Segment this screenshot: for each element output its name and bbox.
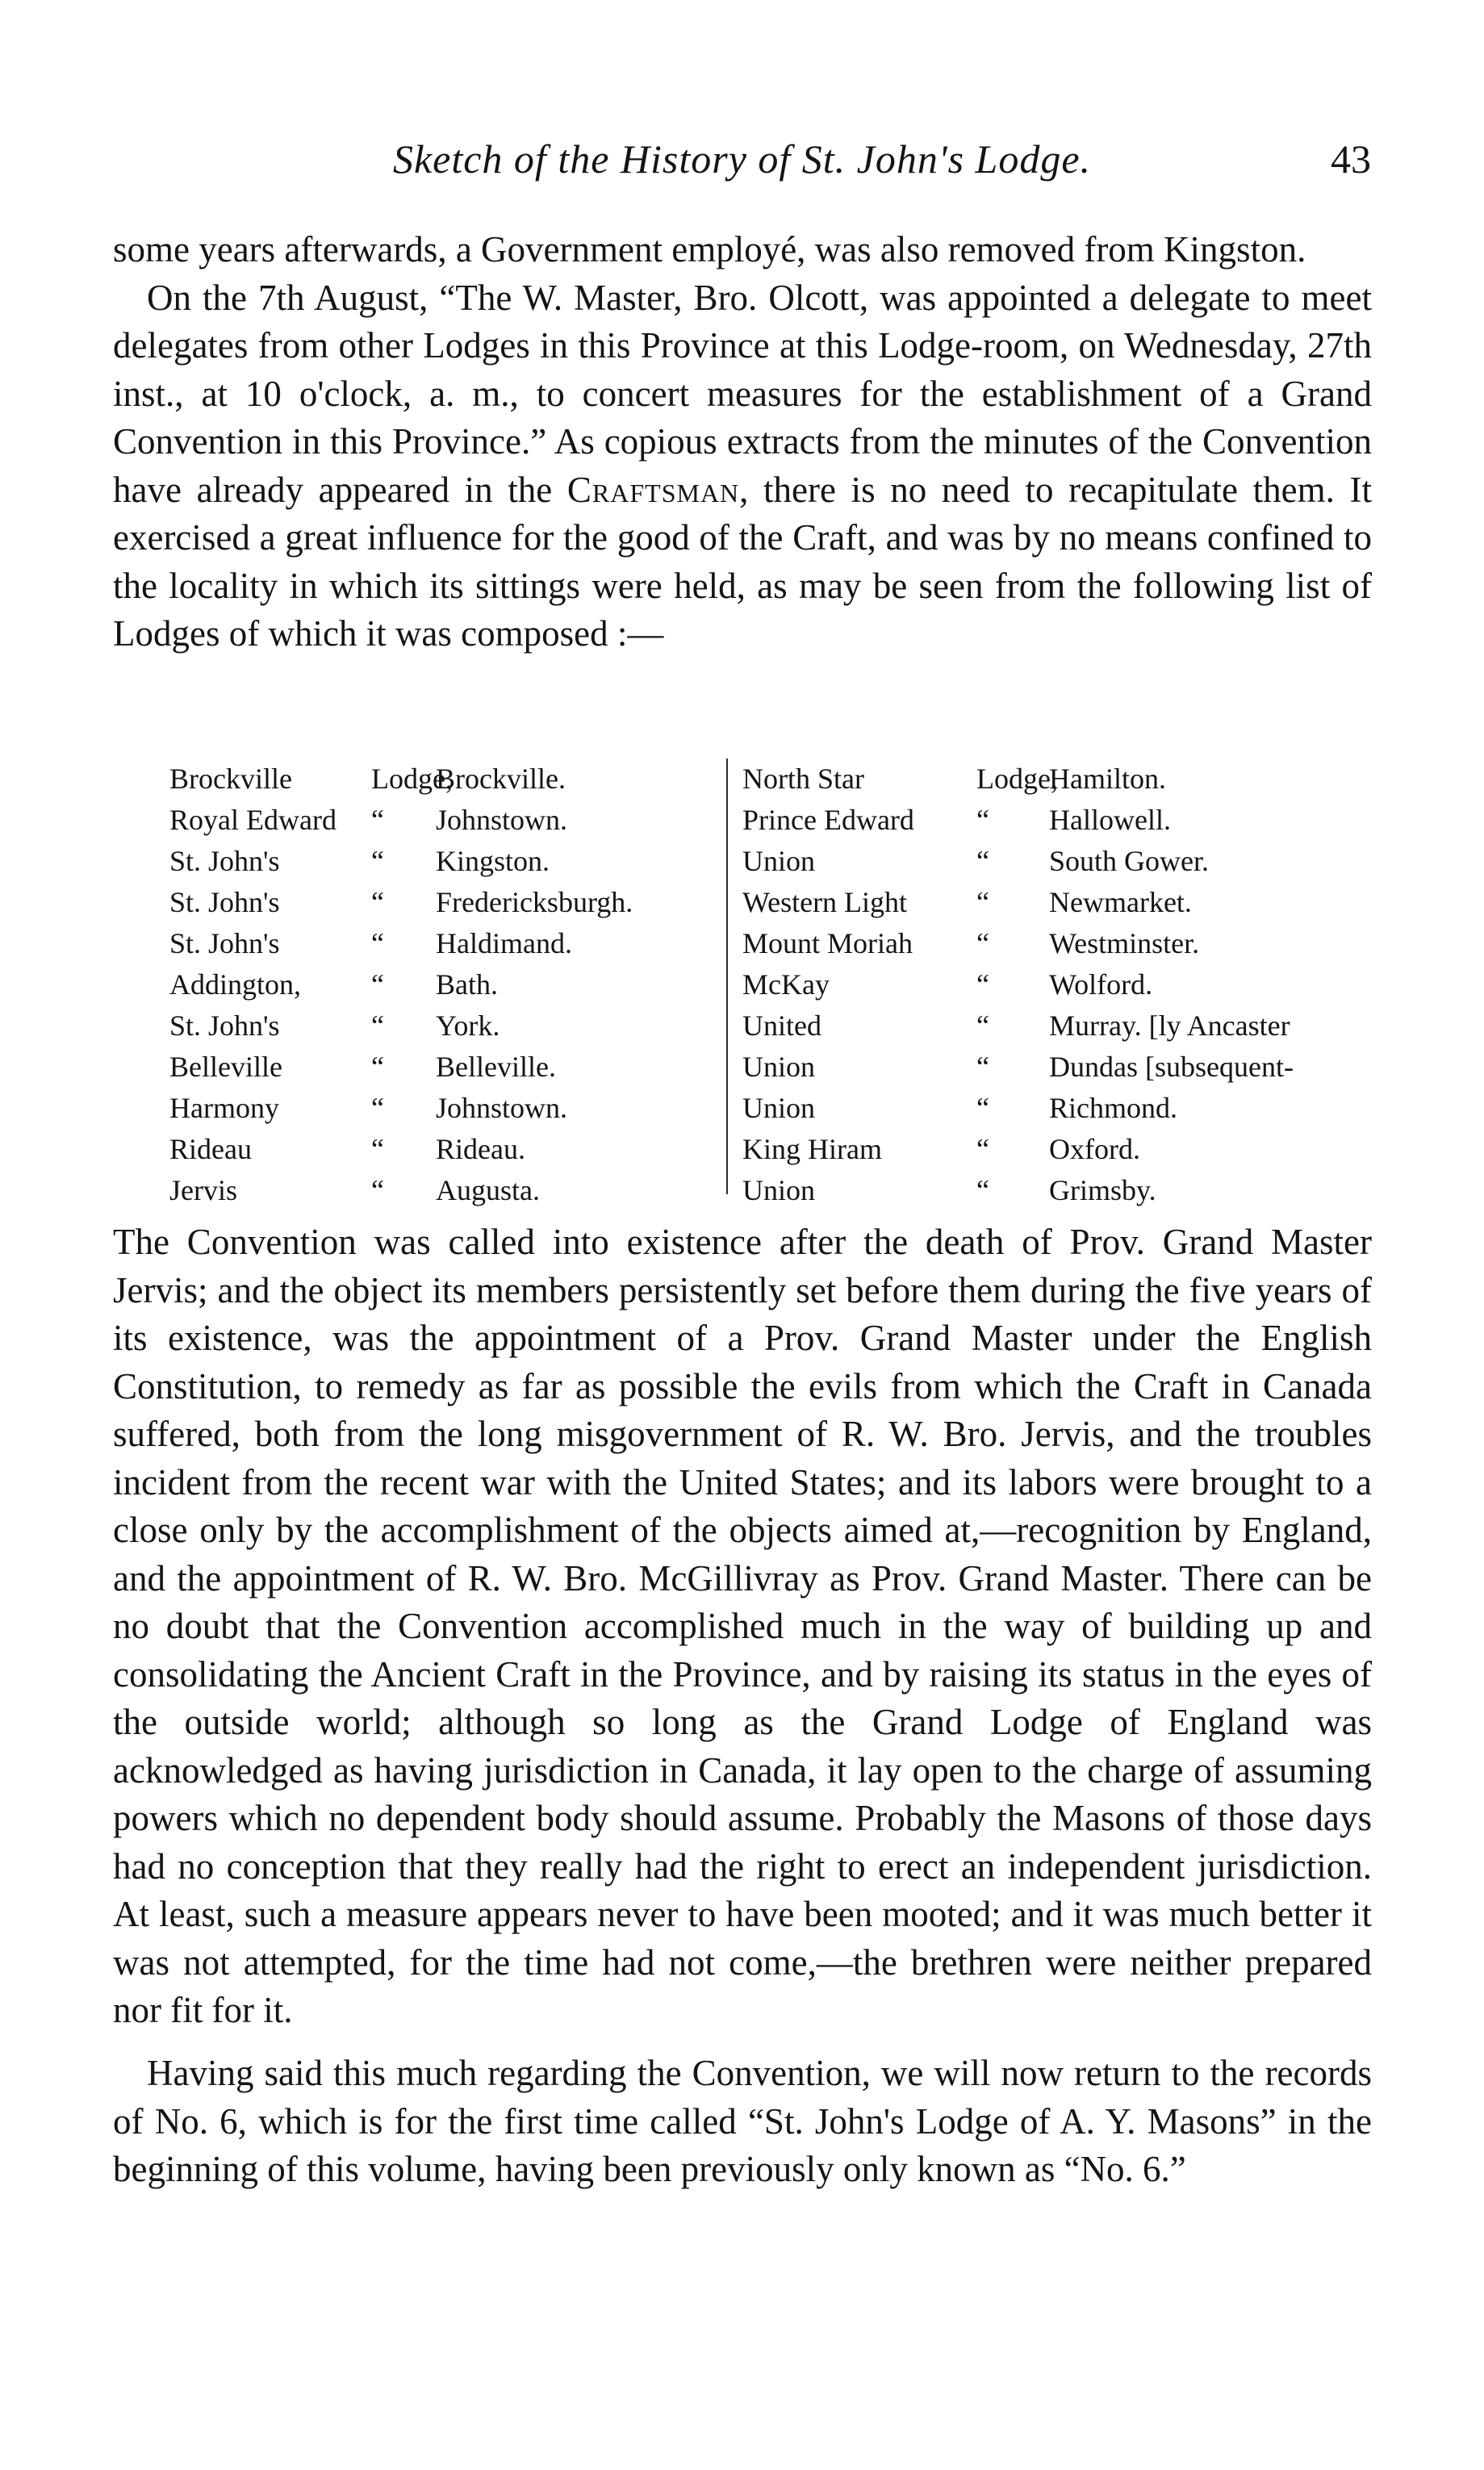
lodge-row <box>169 964 718 1005</box>
lodge-place: Bath. <box>436 968 498 1001</box>
page-header <box>113 121 1371 194</box>
lodge-name: St. John's <box>169 845 280 877</box>
lodge-name: Union <box>742 1051 815 1083</box>
lodge-row <box>742 1047 1372 1088</box>
lodge-name: Union <box>742 845 815 877</box>
lodge-row <box>169 1170 718 1211</box>
lodge-place: Brockville. <box>436 763 566 795</box>
lodge-row <box>742 1005 1372 1047</box>
text-block-top <box>113 226 1372 658</box>
paragraph-return-records: Having said this much regarding the Convention, we will now return to the records of No. 6, which is for the first time called “St. John's Lodge of A. Y. Masons” in the beginning of this volume, having been previously only known as “No. 6.” <box>113 2053 1372 2189</box>
lodge-designation: “ <box>976 1009 989 1042</box>
lodge-place: Hallowell. <box>1049 804 1171 836</box>
lodge-designation: “ <box>371 1174 384 1206</box>
lodge-designation: “ <box>371 804 384 836</box>
lodge-place: Rideau. <box>436 1133 525 1165</box>
lodge-place: Johnstown. <box>436 804 568 836</box>
lodge-place: Newmarket. <box>1049 886 1192 918</box>
lodge-row <box>742 1129 1372 1170</box>
lodge-list <box>169 759 1364 1206</box>
lodge-designation: “ <box>976 968 989 1001</box>
lodge-name: Royal Edward <box>169 804 337 836</box>
lodge-designation: “ <box>371 1009 384 1042</box>
lodge-place: Murray. [ly Ancaster <box>1049 1009 1290 1042</box>
lodge-name: Prince Edward <box>742 804 914 836</box>
running-title: Sketch of the History of St. John's Lodge. <box>392 136 1092 182</box>
lodge-name: Brockville <box>169 763 292 795</box>
lodge-column-right <box>742 759 1372 1211</box>
lodge-place: Belleville. <box>436 1051 556 1083</box>
lodge-place: Augusta. <box>436 1174 540 1206</box>
lodge-designation: “ <box>976 845 989 877</box>
lodge-place: Haldimand. <box>436 927 572 959</box>
lodge-name: Rideau <box>169 1133 252 1165</box>
paragraph-continued: some years afterwards, a Government employé, was also removed from Kingston. <box>113 229 1306 270</box>
paragraph-text: , there is no need to recapitulate them. It exercised a great influence for the good of the Craft, and was by no means confined to the locality in which its sittings were held, as may be seen from the following list of Lodges of which it was composed :— <box>113 469 1372 654</box>
lodge-name: Union <box>742 1174 815 1206</box>
lodge-row <box>742 923 1372 964</box>
lodge-designation: “ <box>371 968 384 1001</box>
lodge-row <box>169 923 718 964</box>
lodge-designation: “ <box>976 1051 989 1083</box>
lodge-designation: “ <box>976 886 989 918</box>
text-block-bottom <box>113 1218 1372 2035</box>
lodge-row <box>169 800 718 841</box>
lodge-row <box>742 759 1372 800</box>
lodge-name: McKay <box>742 968 830 1001</box>
lodge-designation: “ <box>976 1133 989 1165</box>
lodge-name: United <box>742 1009 821 1042</box>
lodge-place: Fredericksburgh. <box>436 886 633 918</box>
paragraph-text: On the 7th August, “The W. Master, Bro. Olcott, was appointed a delegate to meet delegates from other Lodges in this Province at this Lodge-room, on Wednesday, 27th inst., at 10 o'clock, a. m., to concert measures for the establishment of a Grand Convention in this Province.” As copious extracts from the minutes of the Convention have already appeared in the <box>113 277 1372 510</box>
lodge-row <box>742 800 1372 841</box>
page-number: 43 <box>1331 136 1371 182</box>
lodge-designation: “ <box>976 804 989 836</box>
lodge-place: Hamilton. <box>1049 763 1166 795</box>
paragraph-convention-history: The Convention was called into existence after the death of Prov. Grand Master Jervis; and the object its members persistently set before them during the five years of its existence, was the appointment of a Prov. Grand Master under the English Constitution, to remedy as far as possible the evils from which the Craft in Canada suffered, both from the long misgovernment of R. W. Bro. Jervis, and the troubles incident from the recent war with the United States; and its labors were brought to a close only by the accomplishment of the objects aimed at,—recognition by England, and the appointment of R. W. Bro. McGillivray as Prov. Grand Master. There can be no doubt that the Convention accomplished much in the way of building up and consolidating the Ancient Craft in the Province, and by raising its status in the eyes of the outside world; although so long as the Grand Lodge of England was acknowledged as having jurisdiction in Canada, it lay open to the charge of assuming powers which no dependent body should assume. Probably the Masons of those days had no conception that they really had the right to erect an independent jurisdiction. At least, such a measure appears never to have been mooted; and it was much better it was not attempted, for the time had not come,—the brethren were neither prepared nor fit for it. <box>113 1222 1372 2030</box>
lodge-designation: “ <box>371 1092 384 1124</box>
lodge-name: St. John's <box>169 886 280 918</box>
lodge-row <box>742 882 1372 923</box>
lodge-row <box>169 1047 718 1088</box>
lodge-place: York. <box>436 1009 500 1042</box>
lodge-place: Richmond. <box>1049 1092 1177 1124</box>
lodge-place: Johnstown. <box>436 1092 568 1124</box>
lodge-name: King Hiram <box>742 1133 882 1165</box>
lodge-designation: “ <box>976 1092 989 1124</box>
lodge-row <box>169 759 718 800</box>
lodge-row <box>169 1129 718 1170</box>
text-block-last <box>113 2050 1372 2194</box>
lodge-row <box>169 882 718 923</box>
lodge-name: Addington, <box>169 968 302 1001</box>
lodge-designation: “ <box>371 1133 384 1165</box>
lodge-name: Belleville <box>169 1051 282 1083</box>
lodge-designation: Lodge, <box>976 763 1058 795</box>
lodge-name: Mount Moriah <box>742 927 913 959</box>
lodge-place: Oxford. <box>1049 1133 1140 1165</box>
column-divider <box>726 759 728 1194</box>
lodge-name: Union <box>742 1092 815 1124</box>
lodge-place: Westminster. <box>1049 927 1200 959</box>
lodge-row <box>742 964 1372 1005</box>
paragraph-convention-delegate <box>113 274 1372 658</box>
lodge-designation: Lodge, <box>371 763 453 795</box>
lodge-designation: “ <box>371 845 384 877</box>
lodge-designation: “ <box>371 886 384 918</box>
lodge-name: St. John's <box>169 927 280 959</box>
lodge-name: St. John's <box>169 1009 280 1042</box>
lodge-name: Harmony <box>169 1092 279 1124</box>
lodge-designation: “ <box>371 927 384 959</box>
lodge-designation: “ <box>976 1174 989 1206</box>
lodge-place: South Gower. <box>1049 845 1209 877</box>
lodge-row <box>169 1088 718 1129</box>
lodge-row <box>742 1088 1372 1129</box>
lodge-designation: “ <box>371 1051 384 1083</box>
lodge-name: Western Light <box>742 886 908 918</box>
lodge-name: North Star <box>742 763 864 795</box>
lodge-row <box>742 841 1372 882</box>
lodge-designation: “ <box>976 927 989 959</box>
lodge-row <box>169 841 718 882</box>
lodge-row <box>742 1170 1372 1211</box>
lodge-place: Wolford. <box>1049 968 1153 1001</box>
lodge-row <box>169 1005 718 1047</box>
lodge-place: Grimsby. <box>1049 1174 1156 1206</box>
lodge-column-left <box>169 759 718 1211</box>
craftsman-title: Craftsman <box>566 469 740 510</box>
lodge-place: Dundas [subsequent- <box>1049 1051 1294 1083</box>
lodge-place: Kingston. <box>436 845 550 877</box>
lodge-name: Jervis <box>169 1174 237 1206</box>
